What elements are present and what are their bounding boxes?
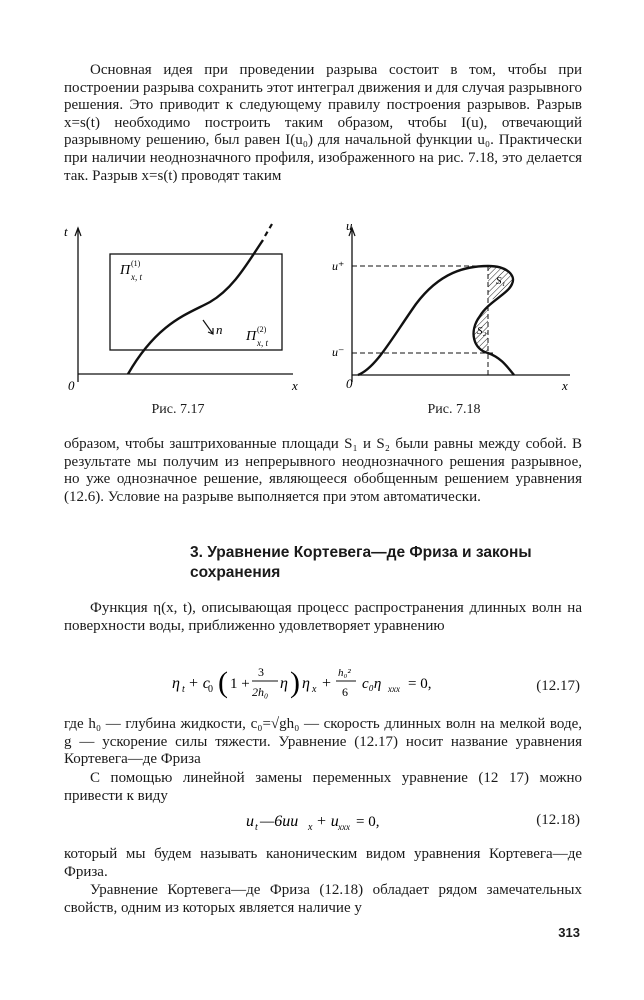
paragraph-canonical-form: который мы будем называть каноническим видом уравнения Кортевега—де Фриза.	[64, 846, 582, 880]
figure-7-17	[58, 222, 298, 398]
svg-text:t: t	[182, 684, 185, 695]
svg-text:2h₀: 2h₀	[252, 685, 269, 699]
normal-vector	[203, 320, 213, 334]
svg-text:= 0,: = 0,	[408, 676, 432, 692]
equation-12-17	[170, 662, 470, 702]
svg-text:): )	[290, 666, 300, 699]
svg-text:+: +	[322, 675, 332, 692]
paragraph-after-figures: образом, чтобы заштрихованные площади S₁ и S₂ были равны между собой. В результате мы получим из непрерывного неоднозначного решения разрывное, но уже однозначное решение, являющееся обобщенным решением уравнения (12.6). Условие на разрыве выполняется при этом автоматически.	[64, 436, 582, 505]
svg-text:—6uu: —6uu	[260, 813, 299, 830]
t-axis-label: t	[64, 224, 68, 239]
equation-12-18-number: (12.18)	[536, 812, 580, 828]
svg-text:xxx: xxx	[388, 684, 400, 694]
u-axis-label: u	[346, 218, 353, 233]
figure-7-18-caption: Рис. 7.18	[427, 402, 481, 417]
svg-text:xxx: xxx	[338, 822, 350, 832]
region1-label: Π	[120, 263, 131, 278]
region2-sub: x, t	[257, 338, 268, 348]
paragraph-intro: Основная идея при проведении разрыва состоит в том, чтобы при построении разрыва сохранить этот интеграл движения и для случая разрывного решения. Это приводит к следующему правилу построения разрывов. Разрыв x=s(t) необходимо построить таким образом, чтобы I(u), отвечающий разрывному решению, был равен I(u₀) для начальной функции u₀. Практически при наличии неоднозначного профиля, изображенного на рис. 7.18, это делается так. Разрыв x=s(t) проводят таким	[64, 62, 582, 184]
normal-label: n	[216, 322, 223, 337]
svg-text:x: x	[308, 822, 313, 833]
discontinuity-curve	[128, 240, 263, 374]
region2-label: Π	[246, 329, 257, 344]
figure-7-17-caption: Рис. 7.17	[151, 402, 205, 417]
region-rectangle	[110, 254, 282, 350]
svg-text:u: u	[246, 813, 254, 830]
region2-sup: (2)	[257, 325, 267, 334]
svg-text:1 +: 1 +	[230, 676, 250, 692]
svg-text:3: 3	[258, 665, 264, 679]
svg-text:0: 0	[208, 684, 213, 695]
region1-sup: (1)	[131, 259, 141, 268]
svg-text:x: x	[312, 684, 317, 695]
svg-text:η: η	[172, 675, 180, 692]
svg-text:(: (	[218, 666, 228, 699]
origin-label: 0	[346, 376, 353, 391]
paragraph-properties: Уравнение Кортевега—де Фриза (12.18) обладает рядом замечательных свойств, одним из которых является наличие у	[64, 882, 582, 916]
equation-12-18	[244, 806, 424, 836]
svg-text:η: η	[302, 675, 310, 692]
equation-12-18-body	[244, 806, 424, 836]
s2-label: S₂	[477, 325, 487, 337]
equation-12-17-body	[170, 662, 470, 702]
svg-text:c₀η: c₀η	[362, 676, 382, 692]
curve-dashed-extension	[265, 224, 272, 236]
svg-text:+ c: + c	[188, 675, 210, 692]
svg-text:+ u: + u	[316, 813, 339, 830]
s1-label: S₁	[496, 275, 506, 287]
paragraph-parameters: где h₀ — глубина жидкости, c₀=√gh₀ — скорость длинных волн на мелкой воде, g — ускорение силы тяжести. Уравнение (12.17) носит название уравнения Кортевега—де Фриза	[64, 716, 582, 768]
svg-text:6: 6	[342, 685, 348, 699]
svg-text:= 0,: = 0,	[356, 814, 380, 830]
svg-text:h₀²: h₀²	[338, 667, 351, 679]
figure-7-18	[332, 218, 576, 398]
section-heading: 3. Уравнение Кортевега—де Фриза и законы сохранения	[190, 544, 532, 581]
paragraph-kdv-intro: Функция η(x, t), описывающая процесс распространения длинных волн на поверхности воды, приближенно удовлетворяет уравнению	[64, 600, 582, 634]
equation-12-17-number: (12.17)	[536, 678, 580, 694]
origin-label: 0	[68, 378, 75, 393]
u-minus-label: u⁻	[332, 345, 345, 359]
x-axis-label: x	[292, 378, 298, 393]
x-axis-label: x	[562, 378, 568, 393]
paragraph-linear-change: С помощью линейной замены переменных уравнение (12 17) можно привести к виду	[64, 770, 582, 804]
svg-text:t: t	[255, 822, 258, 833]
u-plus-label: u⁺	[332, 259, 345, 273]
svg-text:η: η	[280, 675, 288, 692]
region1-sub: x, t	[131, 272, 142, 282]
page-number: 313	[558, 925, 580, 940]
